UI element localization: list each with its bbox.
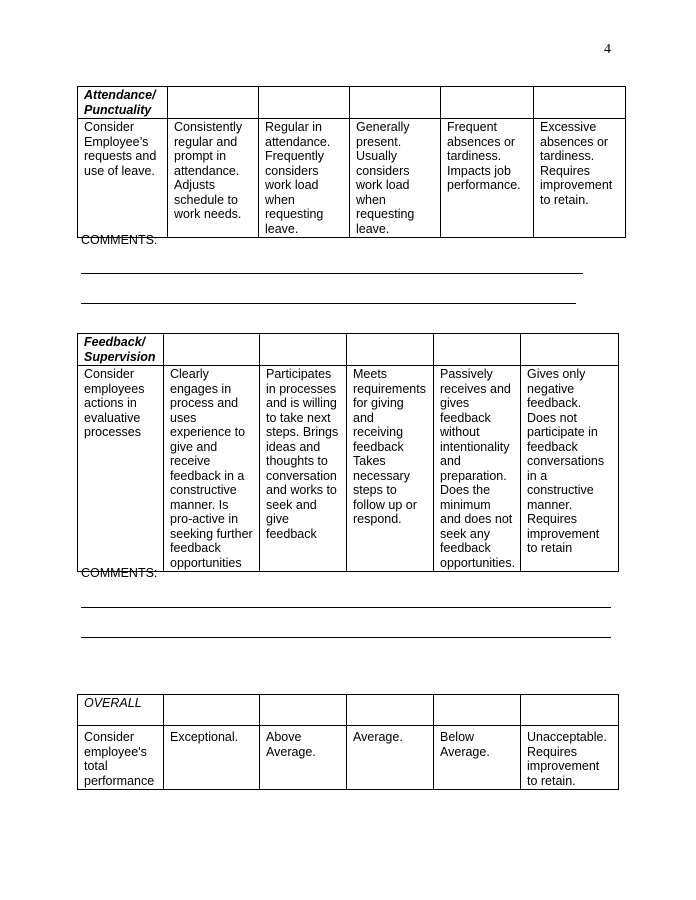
empty-header-cell xyxy=(521,695,619,726)
empty-header-cell xyxy=(260,334,347,366)
table-row xyxy=(78,366,619,572)
table-row xyxy=(78,119,626,238)
section-title: OVERALL xyxy=(78,695,164,726)
table-header-row xyxy=(78,87,626,119)
empty-header-cell xyxy=(259,87,350,119)
empty-header-cell xyxy=(441,87,534,119)
rating-level-4: Below Average. xyxy=(434,726,521,790)
empty-header-cell xyxy=(434,334,521,366)
rating-level-2: Above Average. xyxy=(260,726,347,790)
empty-header-cell xyxy=(164,334,260,366)
rating-level-3: Average. xyxy=(347,726,434,790)
comment-line xyxy=(81,273,583,274)
empty-header-cell xyxy=(164,695,260,726)
comment-line xyxy=(81,637,611,638)
criterion-cell: Consider Employee’s requests and use of leave. xyxy=(78,119,168,238)
section-title: Attendance/ Punctuality xyxy=(78,87,168,119)
empty-header-cell xyxy=(347,695,434,726)
rating-level-2: Participates in processes and is willing to take next steps. Brings ideas and thoughts to conversation and works to seek and give feedback xyxy=(260,366,347,572)
overall-rubric-table xyxy=(77,694,619,790)
empty-header-cell xyxy=(434,695,521,726)
table-header-row xyxy=(78,334,619,366)
rating-level-4: Passively receives and gives feedback without intentionality and preparation. Does the minimum and does not seek any feedback opportunities. xyxy=(434,366,521,572)
rating-level-5: Excessive absences or tardiness. Requires improvement to retain. xyxy=(534,119,626,238)
section-title: Feedback/ Supervision xyxy=(78,334,164,366)
empty-header-cell xyxy=(521,334,619,366)
table-header-row xyxy=(78,695,619,726)
comments-label: COMMENTS: xyxy=(81,233,158,247)
empty-header-cell xyxy=(168,87,259,119)
rating-level-3: Generally present. Usually considers work load when requesting leave. xyxy=(350,119,441,238)
rating-level-4: Frequent absences or tardiness. Impacts job performance. xyxy=(441,119,534,238)
rating-level-1: Exceptional. xyxy=(164,726,260,790)
empty-header-cell xyxy=(260,695,347,726)
criterion-cell: Consider employee's total performance xyxy=(78,726,164,790)
comments-label: COMMENTS: xyxy=(81,566,158,580)
attendance-rubric-table xyxy=(77,86,626,238)
rating-level-1: Clearly engages in process and uses experience to give and receive feedback in a constructive manner. Is pro-active in seeking further feedback opportunities xyxy=(164,366,260,572)
rating-level-1: Consistently regular and prompt in attendance. Adjusts schedule to work needs. xyxy=(168,119,259,238)
feedback-rubric-table xyxy=(77,333,619,572)
empty-header-cell xyxy=(350,87,441,119)
rating-level-3: Meets requirements for giving and receiving feedback Takes necessary steps to follow up or respond. xyxy=(347,366,434,572)
comment-line xyxy=(81,303,576,304)
comment-line xyxy=(81,607,611,608)
rating-level-2: Regular in attendance. Frequently considers work load when requesting leave. xyxy=(259,119,350,238)
table-row xyxy=(78,726,619,790)
page-number: 4 xyxy=(604,42,611,57)
rating-level-5: Unacceptable. Requires improvement to retain. xyxy=(521,726,619,790)
criterion-cell: Consider employees actions in evaluative processes xyxy=(78,366,164,572)
empty-header-cell xyxy=(534,87,626,119)
rating-level-5: Gives only negative feedback. Does not participate in feedback conversations in a constructive manner. Requires improvement to retain xyxy=(521,366,619,572)
empty-header-cell xyxy=(347,334,434,366)
